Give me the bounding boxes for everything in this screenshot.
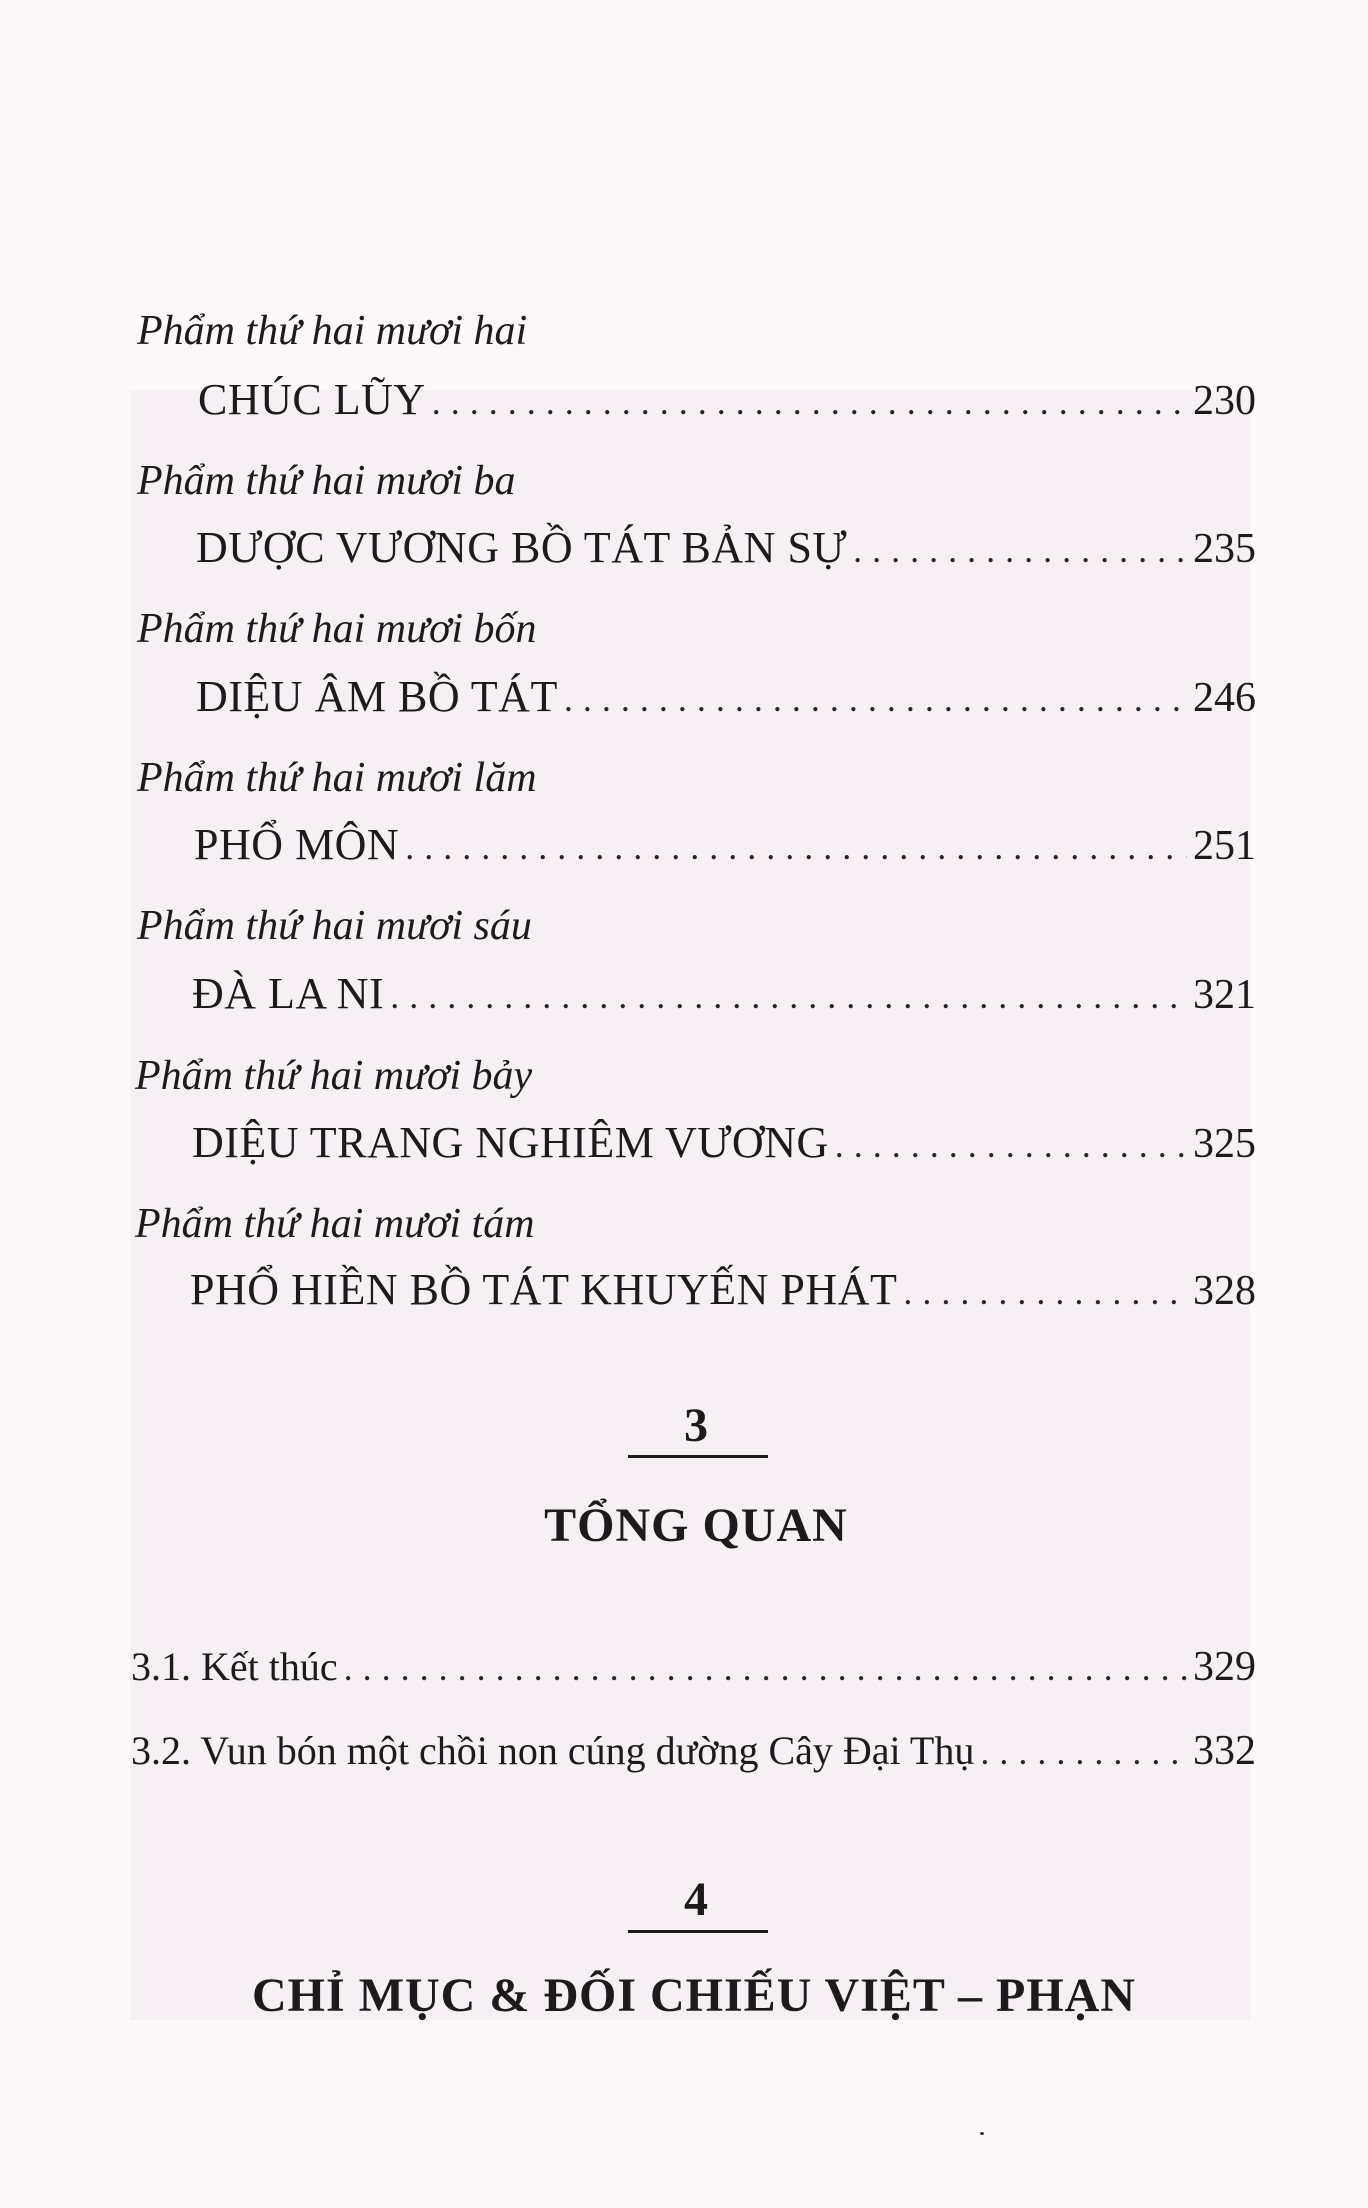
toc-entry-title: ĐÀ LA NI xyxy=(192,969,385,1018)
chapter-label-25: Phẩm thứ hai mươi lăm xyxy=(137,755,537,801)
dot-leader xyxy=(344,1650,1187,1686)
toc-entry-title: DIỆU ÂM BỒ TÁT xyxy=(196,672,558,721)
toc-entry-page: 325 xyxy=(1193,1121,1256,1167)
toc-entry-title: CHÚC LŨY xyxy=(198,375,426,424)
toc-entry-page: 230 xyxy=(1193,378,1256,424)
toc-entry-dieu-trang-nghiem[interactable] xyxy=(192,1118,1256,1167)
dot-leader xyxy=(564,681,1187,717)
dot-leader xyxy=(835,1127,1187,1163)
toc-entry-title: DIỆU TRANG NGHIÊM VƯƠNG xyxy=(192,1118,829,1167)
toc-entry-pho-hien[interactable] xyxy=(190,1265,1256,1314)
toc-entry-page: 332 xyxy=(1193,1728,1256,1774)
chapter-label-24: Phẩm thứ hai mươi bốn xyxy=(137,606,537,652)
toc-entry-page: 251 xyxy=(1193,823,1256,869)
chapter-label-22: Phẩm thứ hai mươi hai xyxy=(137,308,528,354)
toc-entry-page: 321 xyxy=(1193,972,1256,1018)
dot-leader xyxy=(390,978,1187,1014)
toc-entry-page: 235 xyxy=(1193,526,1256,572)
section-4-title: CHỈ MỤC & ĐỐI CHIẾU VIỆT – PHẠN xyxy=(252,1969,1136,2022)
toc-entry-dieu-am[interactable] xyxy=(196,672,1256,721)
dot-leader xyxy=(903,1274,1187,1310)
section-4-rule xyxy=(628,1930,768,1933)
toc-entry-title: DƯỢC VƯƠNG BỒ TÁT BẢN SỰ xyxy=(196,523,848,572)
paper-speck xyxy=(980,2132,984,2135)
toc-entry-page: 246 xyxy=(1193,675,1256,721)
chapter-label-23: Phẩm thứ hai mươi ba xyxy=(137,458,516,504)
toc-entry-title: 3.2. Vun bón một chồi non cúng dường Cây Đại Thụ xyxy=(131,1728,975,1773)
toc-entry-pho-mon[interactable] xyxy=(194,820,1256,869)
toc-entry-3-1[interactable] xyxy=(131,1646,1256,1688)
section-3-rule xyxy=(628,1455,768,1458)
toc-entry-page: 329 xyxy=(1193,1644,1256,1690)
toc-entry-3-2[interactable] xyxy=(131,1730,1256,1772)
dot-leader xyxy=(432,384,1187,420)
dot-leader xyxy=(853,532,1187,568)
toc-entry-title: 3.1. Kết thúc xyxy=(131,1644,338,1689)
chapter-label-26: Phẩm thứ hai mươi sáu xyxy=(137,903,532,949)
toc-entry-title: PHỔ MÔN xyxy=(194,820,400,869)
section-3-number: 3 xyxy=(684,1399,708,1452)
dot-leader xyxy=(980,1734,1187,1770)
toc-entry-chuc-luy[interactable] xyxy=(198,375,1256,424)
section-3-title: TỔNG QUAN xyxy=(544,1499,848,1552)
dot-leader xyxy=(405,829,1187,865)
toc-entry-da-la-ni[interactable] xyxy=(192,969,1256,1018)
toc-entry-duoc-vuong[interactable] xyxy=(196,523,1256,572)
chapter-label-27: Phẩm thứ hai mươi bảy xyxy=(135,1053,533,1099)
section-4-number: 4 xyxy=(684,1873,708,1926)
chapter-label-28: Phẩm thứ hai mươi tám xyxy=(135,1201,535,1247)
toc-entry-page: 328 xyxy=(1193,1268,1256,1314)
toc-entry-title: PHỔ HIỀN BỒ TÁT KHUYẾN PHÁT xyxy=(190,1265,898,1314)
